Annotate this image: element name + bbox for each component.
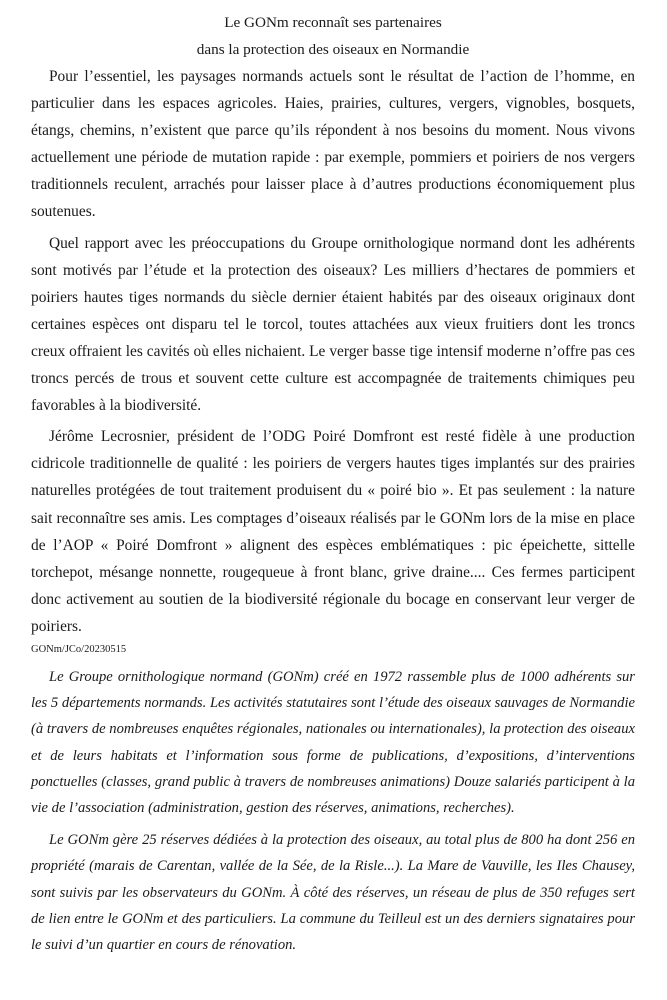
title-line-1: Le GONm reconnaît ses partenaires — [224, 14, 442, 31]
paragraph-landscapes: Pour l’essentiel, les paysages normands actuels sont le résultat de l’action de l’homme, en particulier dans les espaces agricoles. Haies, prairies, cultures, vergers, vignobles, bosquets, étangs, chemins, n’existent que parce qu’ils répondent à nos besoins du moment. Nous vivons actuellement une période de mutation rapide : par exemple, pommiers et poiriers de nos vergers traditionnels reculent, arrachés pour laisser place à d’autres productions économiquement plus soutenues. — [31, 68, 635, 221]
italic-paragraph-gonm: Le Groupe ornithologique normand (GONm) créé en 1972 rassemble plus de 1000 adhérents sur les 5 départements normands. Les activités statutaires sont l’étude des oiseaux sauvages de Normandie (à travers de nombreuses enquêtes régionales, nationales ou internationales), la protection des oiseaux et de leurs habitats et l’information sous forme de publications, d’expositions, d’interventions ponctuelles (classes, grand public à travers de nombreuses animations) Douze salariés participent à la vie de l’association (administration, gestion des réserves, animations, recherches). — [31, 668, 635, 816]
paragraph-poire-domfront: Jérôme Lecrosnier, président de l’ODG Poiré Domfront est resté fidèle à une production cidricole traditionnelle de qualité : les poiriers de vergers hautes tiges implantés sur des prairies naturelles protégées de tout traitement produisent du « poiré bio ». Et pas seulement : la nature sait reconnaître ses amis. Les comptages d’oiseaux réalisés par le GONm lors de la mise en place de l’AOP « Poiré Domfront » alignent des espèces emblématiques : pic épeichette, sittelle torchepot, mésange nonnette, rougequeue à front blanc, grive draine.... Ces fermes participent donc activement au soutien de la biodiversité régionale du bocage en conservant leur verger de poiriers. — [31, 428, 635, 635]
document-reference: GONm/JCo/20230515 — [31, 643, 127, 655]
title-line-2: dans la protection des oiseaux en Normandie — [196, 41, 470, 58]
italic-paragraph-reserves: Le GONm gère 25 réserves dédiées à la protection des oiseaux, au total plus de 800 ha dont 256 en propriété (marais de Carentan, vallée de la Sée, de la Risle...). La Mare de Vauville, les Iles Chausey, sont suivis par les observateurs du GONm. À côté des réserves, un réseau de plus de 350 refuges sert de lien entre le GONm et des particuliers. La commune du Teilleul est un des derniers signataires pour le suivi d’un quartier en cours de rénovation. — [31, 832, 635, 953]
paragraph-orchards: Quel rapport avec les préoccupations du Groupe ornithologique normand dont les adhérents sont motivés par l’étude et la protection des oiseaux? Les milliers d’hectares de pommiers et poiriers hautes tiges normands du siècle dernier étaient habités par des oiseaux originaux dont certaines espèces ont disparu tel le torcol, toutes attachées aux vieux fruitiers dont les troncs creux offraient les cavités où elles nichaient. Le verger basse tige intensif moderne n’offre pas ces troncs percés de trous et souvent cette culture est accompagnée de traitements chimiques peu favorables à la biodiversité. — [31, 234, 635, 415]
